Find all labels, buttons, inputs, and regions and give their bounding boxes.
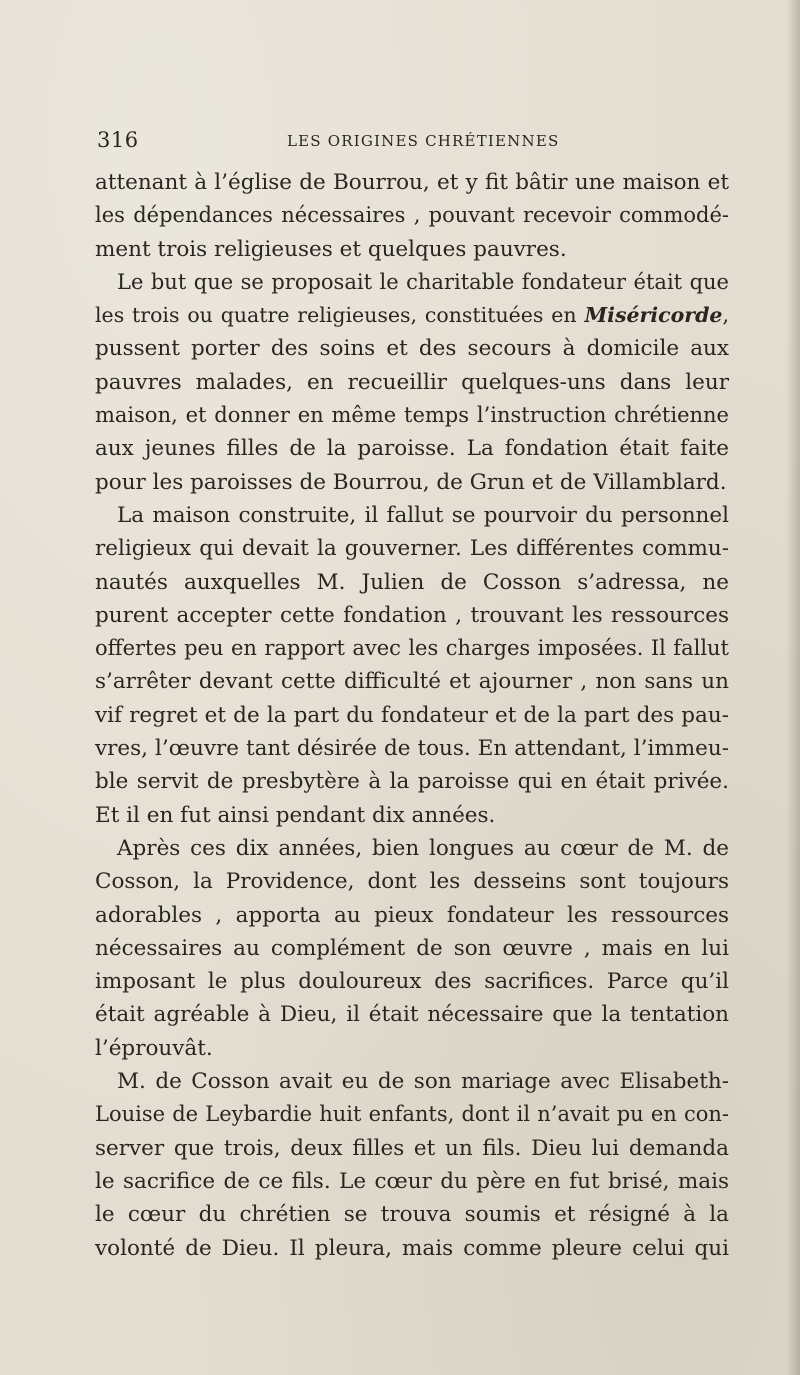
text-line: nécessaires au complément de son œuvre , mais en lui [95,935,729,961]
text-line: attenant à l’église de Bourrou, et y fit bâtir une maison et [95,170,729,195]
body-text [95,166,729,1265]
running-head: LES ORIGINES CHRÉTIENNES [287,132,560,150]
text-segment: les trois ou quatre religieuses, constituées en [95,303,585,328]
text-line: le cœur du chrétien se trouva soumis et résigné à la [95,1202,729,1228]
text-line: maison, et donner en même temps l’instruction chrétienne [95,403,729,428]
emphasis-term: Miséricorde [584,303,723,328]
text-line: server que trois, deux filles et un fils. Dieu lui demanda [95,1135,729,1161]
text-segment: , [722,303,729,328]
text-line: pauvres malades, en recueillir quelques-uns dans leur [95,369,729,395]
text-line: vres, l’œuvre tant désirée de tous. En attendant, l’immeu- [95,736,729,762]
text-line: offertes peu en rapport avec les charges imposées. Il fallut [95,636,729,661]
text-line: le sacrifice de ce fils. Le cœur du père en fut brisé, mais [95,1168,729,1194]
text-line: aux jeunes filles de la paroisse. La fondation était faite [95,436,729,462]
text-line: nautés auxquelles M. Julien de Cosson s’adressa, ne [95,569,729,595]
text-line: les dépendances nécessaires , pouvant recevoir commodé- [95,203,729,228]
text-line [95,299,729,332]
text-line: religieux qui devait la gouverner. Les différentes commu- [95,536,729,562]
text-line: pussent porter des soins et des secours à domicile aux [95,336,729,362]
text-line: s’arrêter devant cette difficulté et ajourner , non sans un [95,669,729,695]
text-line: ble servit de presbytère à la paroisse qui en était privée. [95,769,729,795]
text-line: ment trois religieuses et quelques pauvres. [95,236,567,262]
page-header [97,128,727,156]
text-line: l’éprouvât. [95,1035,213,1061]
text-line: pour les paroisses de Bourrou, de Grun et de Villamblard. [95,469,727,495]
text-line: volonté de Dieu. Il pleura, mais comme pleure celui qui [95,1235,729,1261]
text-line: vif regret et de la part du fondateur et de la part des pau- [95,702,729,728]
text-line: adorables , apporta au pieux fondateur les ressources [95,902,729,928]
paragraph-start-line: Après ces dix années, bien longues au cœur de M. de [117,835,729,861]
paragraph-start-line: La maison construite, il fallut se pourvoir du personnel [117,502,729,528]
text-line: était agréable à Dieu, il était nécessaire que la tentation [95,1002,729,1028]
paragraph-start-line: M. de Cosson avait eu de son mariage avec Elisabeth- [117,1069,729,1095]
page-edge-shadow [786,0,800,1375]
paragraph-start-line: Le but que se proposait le charitable fondateur était que [117,269,729,294]
text-line: Louise de Leybardie huit enfants, dont il n’avait pu en con- [95,1102,729,1127]
text-line: imposant le plus douloureux des sacrifices. Parce qu’il [95,969,729,995]
text-line: Et il en fut ainsi pendant dix années. [95,802,496,828]
text-line: Cosson, la Providence, dont les desseins sont toujours [95,869,729,895]
page-number: 316 [97,128,139,152]
text-line: purent accepter cette fondation , trouvant les ressources [95,602,729,628]
